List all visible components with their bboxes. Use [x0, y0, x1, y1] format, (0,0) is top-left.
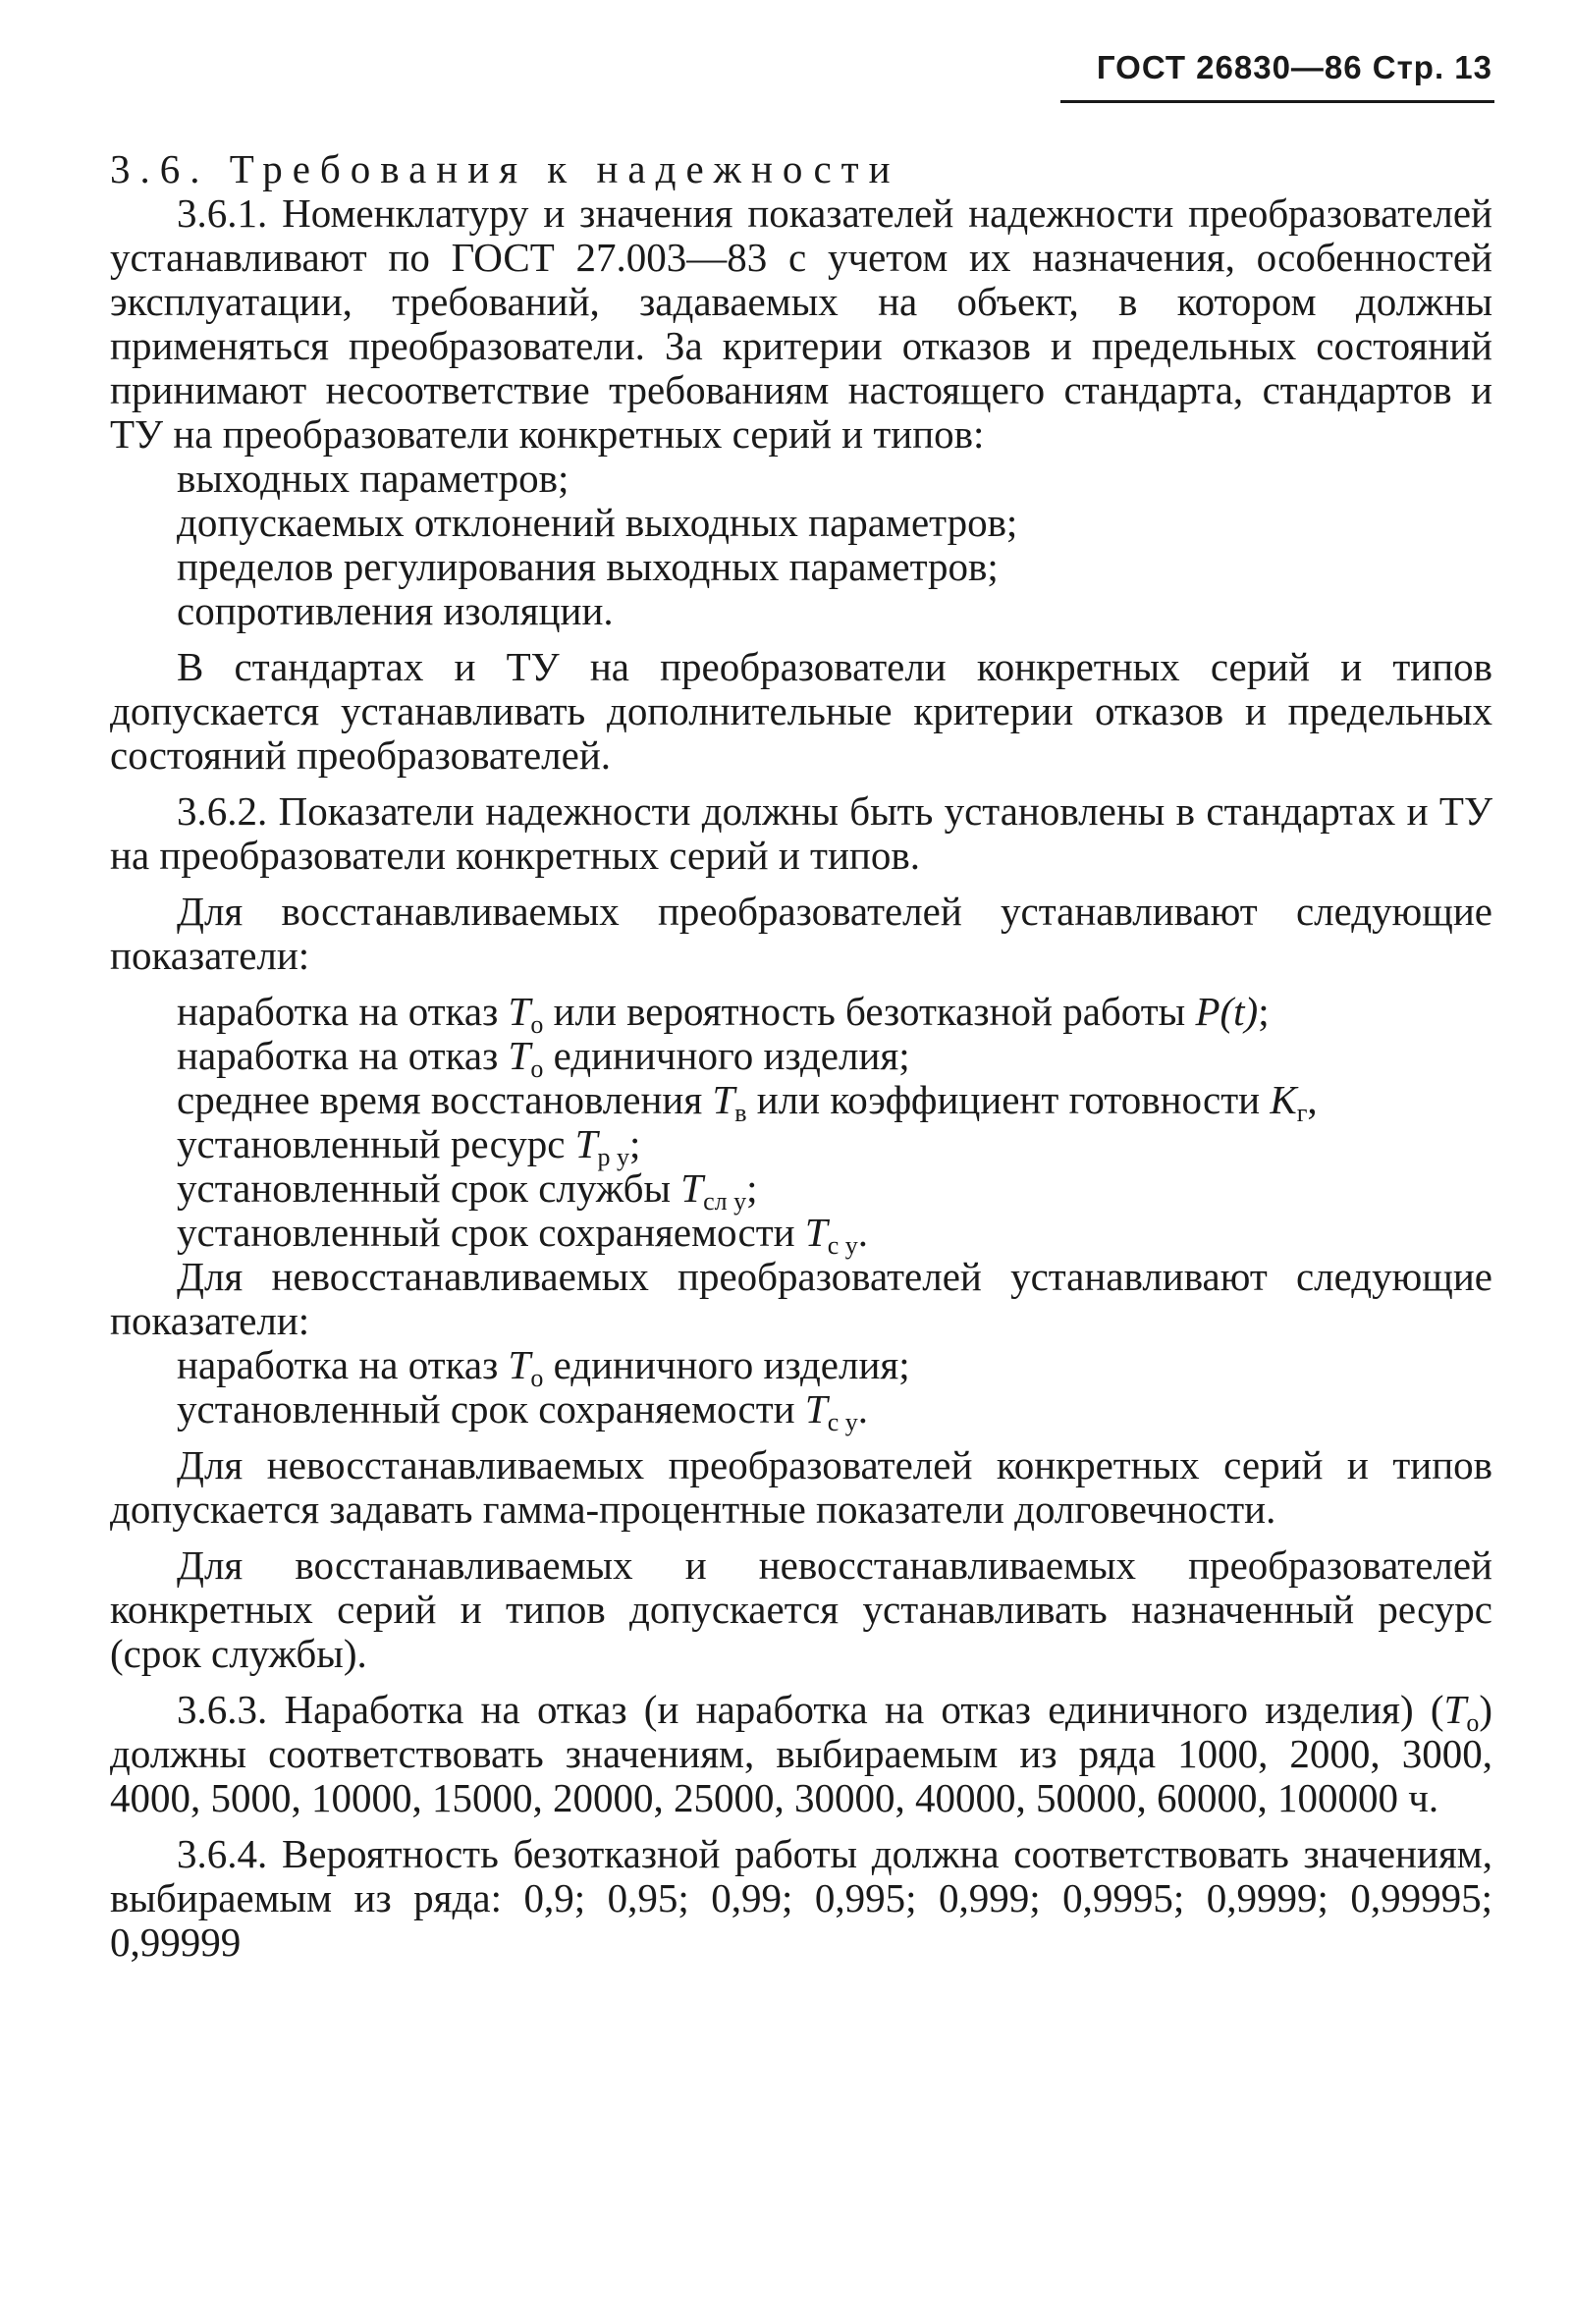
- symbol: P(t): [1195, 989, 1259, 1034]
- item-text: ;: [746, 1165, 758, 1211]
- symbol: T: [804, 1386, 828, 1432]
- item-text: 3.6.3. Наработка на отказ (и наработка на отказ единичного изделия) (: [177, 1687, 1444, 1732]
- symbol: T: [1443, 1687, 1467, 1732]
- document-body: [110, 147, 1492, 1965]
- symbol-subscript: с у: [827, 1231, 858, 1260]
- restorable-item-storage: [177, 1210, 1492, 1260]
- symbol: T: [508, 989, 531, 1034]
- symbol: K: [1270, 1077, 1297, 1122]
- item-text: установленный срок службы: [177, 1165, 681, 1211]
- criteria-item: сопротивления изоляции.: [177, 588, 614, 633]
- item-text: или вероятность безотказной работы: [543, 989, 1196, 1034]
- item-text: ;: [1258, 989, 1270, 1034]
- symbol-subscript: о: [1466, 1708, 1480, 1737]
- criteria-item: допускаемых отклонений выходных параметров;: [177, 500, 1018, 545]
- symbol-subscript: г: [1296, 1099, 1308, 1127]
- item-text: .: [857, 1386, 868, 1432]
- restorable-item-recovery: [110, 1077, 1492, 1127]
- item-text: единичного изделия;: [543, 1342, 910, 1387]
- paragraph-3-6-3: [110, 1688, 1492, 1820]
- nonrestorable-item-unit-mtbf: [177, 1342, 1492, 1392]
- nonrestorable-intro: Для невосстанавливаемых преобразователей устанавливают следующие показатели:: [110, 1254, 1492, 1343]
- page-header: [1060, 49, 1492, 86]
- restorable-item-mtbf: [110, 989, 1492, 1039]
- page-number: Стр. 13: [1372, 49, 1492, 85]
- item-text: наработка на отказ: [177, 1033, 509, 1078]
- item-text: или коэффициент готовности: [746, 1077, 1271, 1122]
- symbol: T: [508, 1342, 531, 1387]
- symbol-subscript: р у: [597, 1143, 629, 1171]
- symbol: T: [508, 1033, 531, 1078]
- standard-number: ГОСТ 26830—86: [1096, 49, 1363, 85]
- restorable-item-unit-mtbf: [177, 1033, 1492, 1083]
- symbol: T: [574, 1121, 598, 1166]
- item-text: ) должны соответствовать значениям, выбираемым из ряда 1000, 2000, 3000, 4000, 5000, 10000, 15000, 20000, 25000, 30000, 40000, 50000, 60000, 100000 ч.: [110, 1687, 1492, 1820]
- symbol-subscript: о: [530, 1364, 544, 1392]
- restorable-item-service-life: [177, 1165, 1492, 1216]
- paragraph-gamma-percent: Для невосстанавливаемых преобразователей конкретных серий и типов допускается задавать гамма-процентные показатели долговечности.: [110, 1442, 1492, 1532]
- symbol-subscript: в: [734, 1099, 747, 1127]
- restorable-intro: Для восстанавливаемых преобразователей устанавливают следующие показатели:: [110, 889, 1492, 978]
- item-text: установленный ресурс: [177, 1121, 575, 1166]
- symbol: T: [804, 1210, 828, 1255]
- symbol-subscript: с у: [827, 1408, 858, 1436]
- item-text: установленный срок сохраняемости: [177, 1386, 805, 1432]
- item-text: .: [857, 1210, 868, 1255]
- symbol-subscript: сл у: [703, 1187, 747, 1216]
- restorable-item-resource: [177, 1121, 1492, 1171]
- symbol-subscript: о: [530, 1010, 544, 1039]
- item-text: наработка на отказ: [177, 989, 509, 1034]
- item-text: ,: [1307, 1077, 1318, 1122]
- criteria-item: пределов регулирования выходных параметров;: [177, 544, 999, 589]
- item-text: ;: [629, 1121, 641, 1166]
- symbol: T: [680, 1165, 704, 1211]
- paragraph-3-6-4: 3.6.4. Вероятность безотказной работы должна соответствовать значениям, выбираемым из ряда: 0,9; 0,95; 0,99; 0,995; 0,999; 0,9995; 0,9999; 0,99995; 0,99999: [110, 1831, 1492, 1965]
- item-text: среднее время восстановления: [177, 1077, 713, 1122]
- paragraph-3-6-1: 3.6.1. Номенклатуру и значения показателей надежности преобразователей устанавливают по ГОСТ 27.003—83 с учетом их назначения, особенностей эксплуатации, требований, задаваемых на объект, в котором должны применяться преобразователи. За критерии отказов и предельных состояний принимают несоответствие требованиям настоящего стандарта, стандартов и ТУ на преобразователи конкретных серий и типов:: [110, 190, 1492, 457]
- paragraph-3-6-2: 3.6.2. Показатели надежности должны быть установлены в стандартах и ТУ на преобразователи конкретных серий и типов.: [110, 788, 1492, 878]
- paragraph-assigned-resource: Для восстанавливаемых и невосстанавливаемых преобразователей конкретных серий и типов допускается устанавливать назначенный ресурс (срок службы).: [110, 1542, 1492, 1676]
- header-rule: [1060, 100, 1494, 103]
- nonrestorable-item-storage: [177, 1386, 1492, 1436]
- item-text: единичного изделия;: [543, 1033, 910, 1078]
- item-text: наработка на отказ: [177, 1342, 509, 1387]
- item-text: установленный срок сохраняемости: [177, 1210, 805, 1255]
- symbol-subscript: о: [530, 1054, 544, 1083]
- paragraph-additional-criteria: В стандартах и ТУ на преобразователи конкретных серий и типов допускается устанавливать дополнительные критерии отказов и предельных состояний преобразователей.: [110, 644, 1492, 778]
- criteria-item: выходных параметров;: [177, 456, 569, 501]
- symbol: T: [712, 1077, 735, 1122]
- section-heading: 3.6. Требования к надежности: [110, 146, 900, 191]
